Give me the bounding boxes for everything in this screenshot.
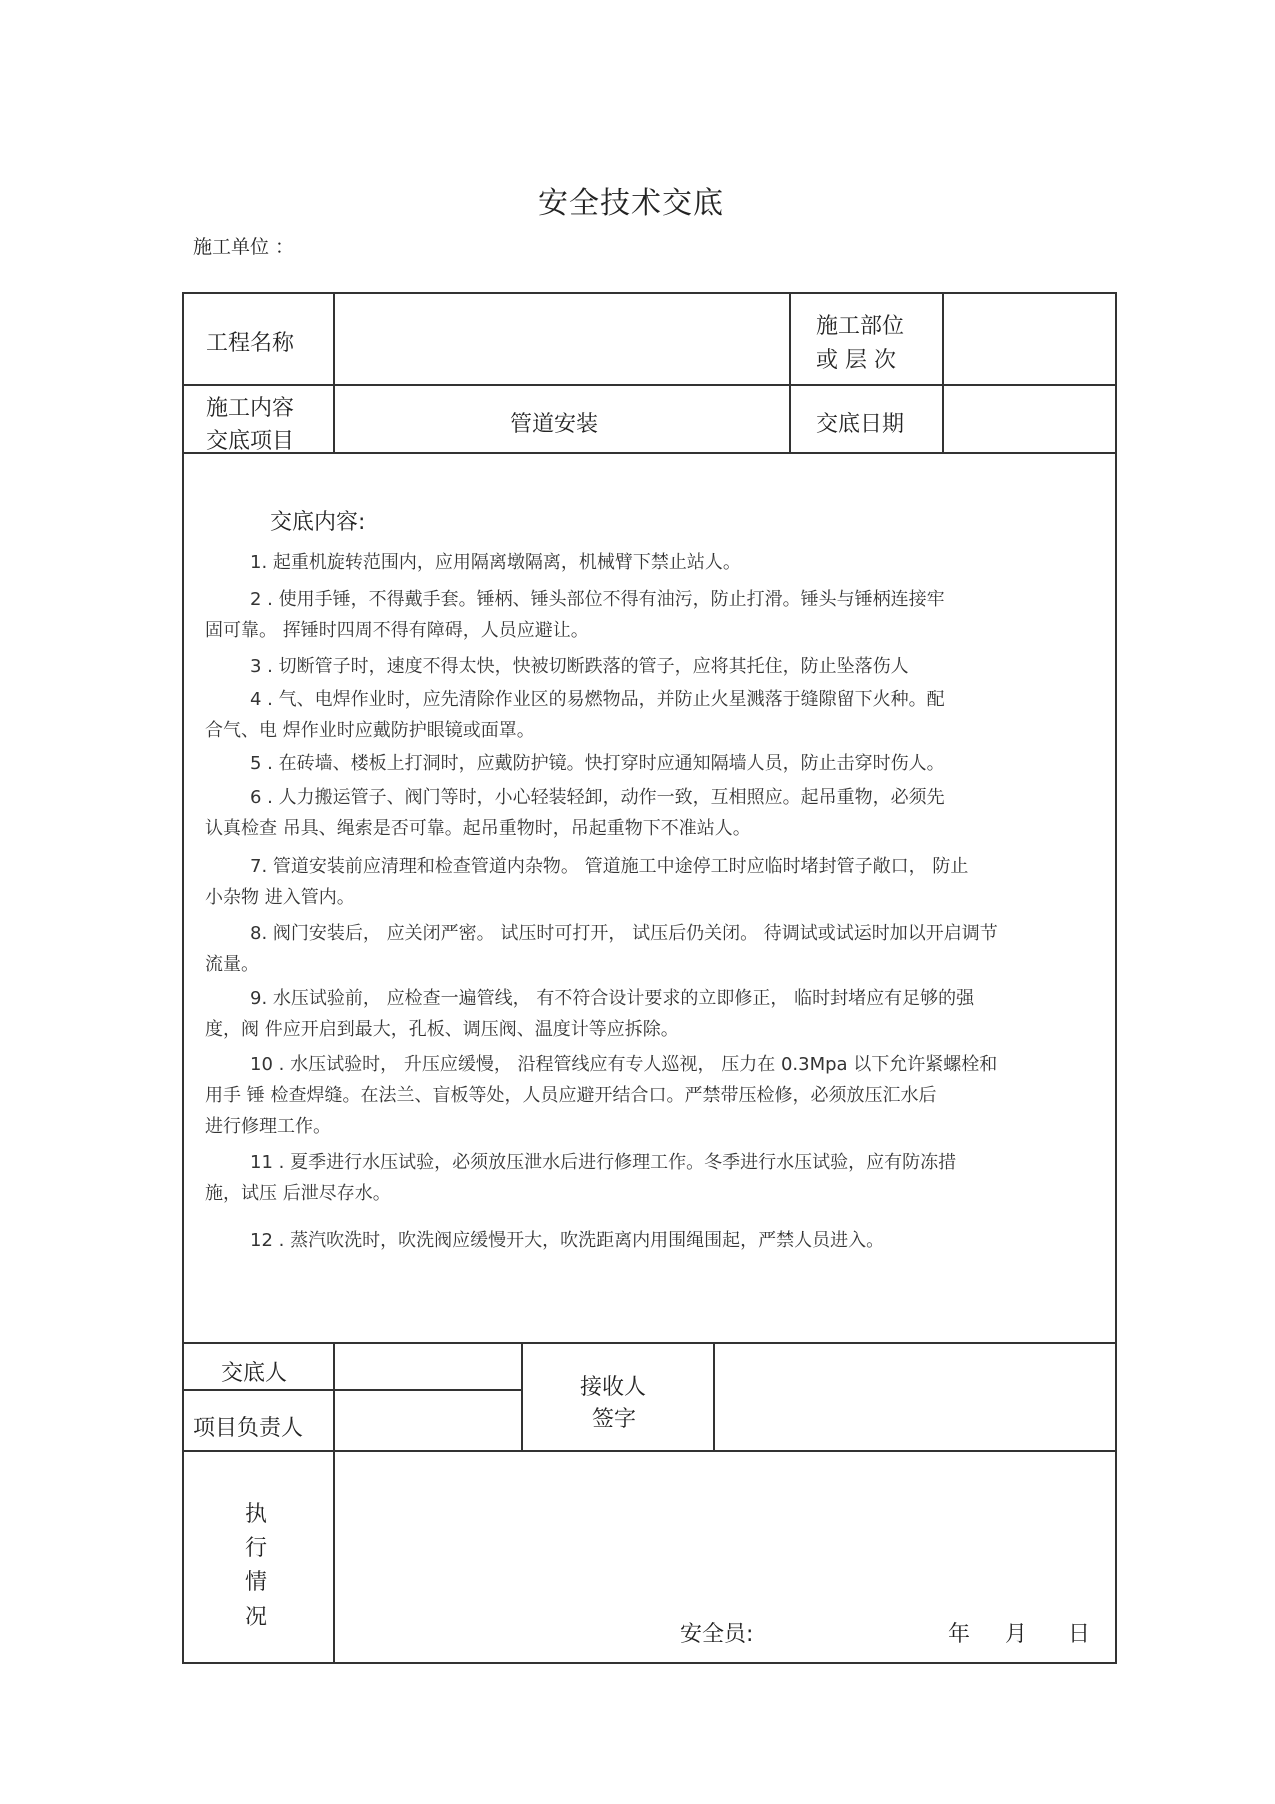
row-divider [182, 1389, 522, 1391]
list-item: 7. 管道安装前应清理和检查管道内杂物。 管道施工中途停工时应临时堵封管子敞口， 防止 小杂物 进入管内。 [205, 856, 969, 908]
list-item: 4 . 气、电焊作业时，应先清除作业区的易燃物品，并防止火星溅落于缝隙留下火种。配 合气、电 焊作业时应戴防护眼镜或面罩。 [205, 689, 945, 741]
col-divider [333, 1342, 335, 1664]
content-heading: 交底内容: [270, 510, 366, 535]
content-label-line2: 交底项目 [206, 429, 295, 454]
location-label-line2: 或 层 次 [816, 348, 896, 373]
col-divider [789, 292, 791, 454]
page-title: 安全技术交底 [538, 186, 724, 221]
execution-label-char: 行 [245, 1536, 268, 1561]
list-item: 12 . 蒸汽吹洗时，吹洗阀应缓慢开大，吹洗距离内用围绳围起，严禁人员进入。 [250, 1230, 885, 1251]
execution-label-char: 况 [245, 1605, 268, 1630]
day-label: 日 [1068, 1622, 1091, 1647]
col-divider [333, 292, 335, 454]
col-divider [521, 1342, 523, 1452]
row-divider [182, 452, 1117, 454]
date-label: 交底日期 [816, 412, 905, 437]
safety-officer-label: 安全员: [680, 1622, 754, 1647]
month-label: 月 [1005, 1622, 1028, 1647]
location-label-line1: 施工部位 [816, 314, 905, 339]
list-item: 8. 阀门安装后， 应关闭严密。 试压时可打开， 试压后仍关闭。 待调试或试运时加以开启调节 流量。 [205, 923, 998, 975]
receiver-label-line2: 签字 [592, 1407, 637, 1432]
project-name-label: 工程名称 [206, 331, 295, 356]
discloser-label: 交底人 [221, 1361, 288, 1386]
row-divider [182, 384, 1117, 386]
row-divider [182, 1450, 1117, 1452]
execution-label-char: 执 [245, 1502, 268, 1527]
project-manager-label: 项目负责人 [193, 1416, 304, 1441]
list-item: 11 . 夏季进行水压试验，必须放压泄水后进行修理工作。冬季进行水压试验，应有防冻措 施，试压 后泄尽存水。 [205, 1152, 957, 1204]
list-item: 9. 水压试验前， 应检查一遍管线， 有不符合设计要求的立即修正， 临时封堵应有足够的强 度，阀 件应开启到最大，孔板、调压阀、温度计等应拆除。 [205, 988, 975, 1040]
receiver-label-line1: 接收人 [580, 1375, 647, 1400]
list-item: 3 . 切断管子时，速度不得太快，快被切断跌落的管子，应将其托住，防止坠落伤人 [250, 656, 909, 677]
col-divider [942, 292, 944, 454]
construction-unit-label: 施工单位 ： [193, 236, 295, 258]
list-item: 5 . 在砖墙、楼板上打洞时，应戴防护镜。快打穿时应通知隔墙人员，防止击穿时伤人。 [250, 753, 945, 774]
col-divider [713, 1342, 715, 1452]
content-value: 管道安装 [510, 412, 599, 437]
row-divider [182, 1342, 1117, 1344]
list-item: 6 . 人力搬运管子、阀门等时，小心轻装轻卸，动作一致，互相照应。起吊重物，必须先 认真检查 吊具、绳索是否可靠。起吊重物时，吊起重物下不准站人。 [205, 787, 945, 839]
content-label-line1: 施工内容 [206, 396, 295, 421]
list-item: 2 . 使用手锤，不得戴手套。锤柄、锤头部位不得有油污，防止打滑。锤头与锤柄连接牢 固可靠。 挥锤时四周不得有障碍，人员应避让。 [205, 589, 945, 641]
list-item: 10 . 水压试验时， 升压应缓慢， 沿程管线应有专人巡视， 压力在 0.3Mpa 以下允许紧螺栓和 用手 锤 检查焊缝。在法兰、盲板等处，人员应避开结合口。严禁带压检修，必须放压汇水后 进行修理工作。 [205, 1054, 998, 1137]
execution-label-char: 情 [245, 1570, 268, 1595]
year-label: 年 [948, 1622, 971, 1647]
list-item: 1. 起重机旋转范围内，应用隔离墩隔离，机械臂下禁止站人。 [250, 552, 741, 573]
